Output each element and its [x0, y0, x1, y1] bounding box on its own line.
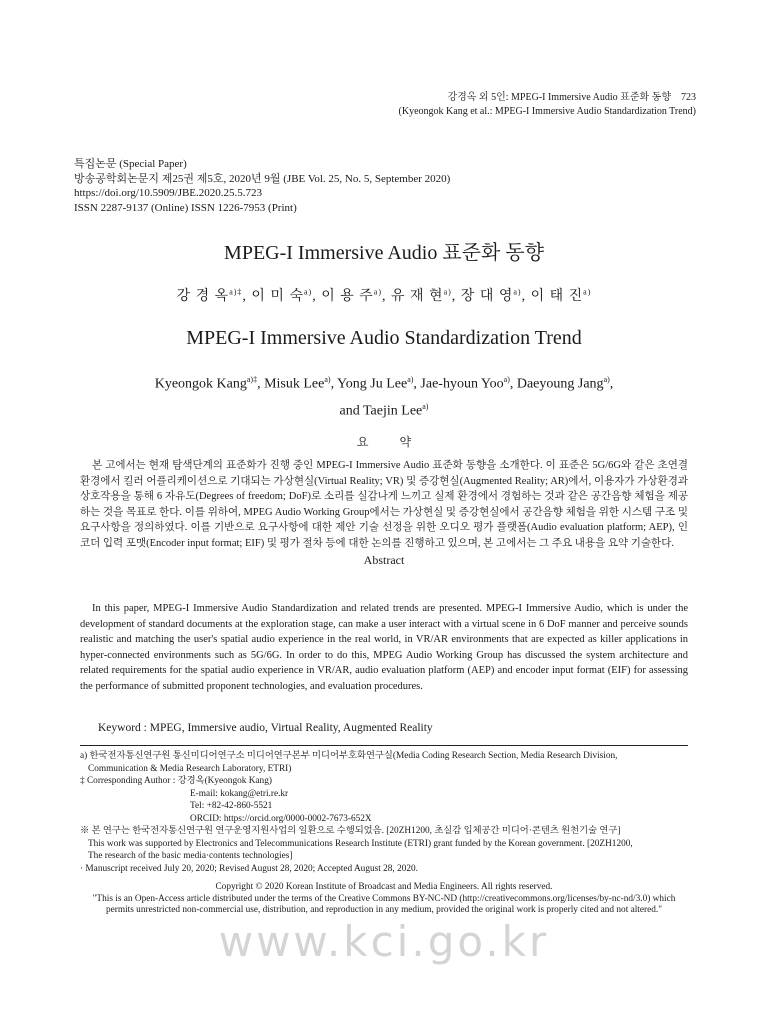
- footnotes: [80, 750, 690, 875]
- author-affil-mark: a): [303, 287, 313, 297]
- funding-english: The research of the basic media·contents technologies]: [88, 851, 293, 861]
- corresponding-orcid[interactable]: ORCID: https://orcid.org/0000-0002-7673-652X: [190, 813, 372, 824]
- author-name: Taejin Lee: [362, 403, 423, 419]
- author-affil-mark: a): [603, 375, 610, 384]
- abstract-korean-text: 본 고에서는 현재 탐색단계의 표준화가 진행 중인 MPEG-I Immersive Audio 표준화 동향을 소개한다. 이 표준은 5G/6G와 같은 초연결 환경에서 킬러 어플리케이션으로 기대되는 가상현실(Virtual Reality; VR) 및 증강현실(Augmented Reality; AR)에서, 이용자가 가상환경과 상호작용을 통해 6 자유도(Degrees of freedom; DoF)로 소리를 실감나게 느끼고 실제 환경에서 경험하는 것과 같은 공간음향 체험을 제공하는 것을 목표로 한다. 이를 위하여, MPEG Audio Working Group에서는 가상현실 및 증강현실에서 공간음향 체험을 위한 시스템 구조 및 요구사항을 정의하였다. 이를 기반으로 요구사항에 대한 제안 기술 선정을 위한 오디오 평가 플랫폼(Audio evaluation platform; AEP), 인코더 입력 포맷(Encoder input format; EIF) 및 평가 절차 등에 대한 논의를 진행하고 있으며, 본 고에서는 그 주요 내용을 요약 기술한다.: [80, 460, 688, 549]
- license-line: "This is an Open-Access article distributed under the terms of the Creative Commons BY-NC-ND (http://creativecommons.org/licenses/by-nc-nd/3.0) which: [92, 893, 676, 904]
- author-affil-mark: a)‡: [229, 287, 243, 297]
- manuscript-dates: · Manuscript received July 20, 2020; Revised August 28, 2020; Accepted August 28, 2020.: [80, 863, 419, 874]
- author-name: 장 대 영: [460, 289, 514, 304]
- corresponding-label: ‡ Corresponding Author :: [80, 776, 176, 786]
- corresponding-email[interactable]: E-mail: kokang@etri.re.kr: [190, 788, 289, 799]
- authors-korean: 강 경 옥$^{a)\ddagger}$, 이 미 숙$^{a)}$, 이 용 주$^{a)}$, 유 재 현$^{a)}$, 장 대 영$^{a)}$, 이 태 진$^{a)}$: [176, 287, 592, 304]
- funding-korean: ※ 본 연구는 한국전자통신연구원 연구운영지원사업의 일환으로 수행되었음. [20ZH1200, 초실감 입체공간 미디어·콘텐츠 원천기술 연구]: [80, 826, 621, 836]
- paper-category: 특집논문 (Special Paper): [74, 158, 187, 170]
- page-number: 723: [681, 92, 696, 103]
- author-name: 이 미 숙: [251, 289, 304, 304]
- copyright-notice: [80, 882, 688, 917]
- affiliation-line: a) 한국전자통신연구원 통신미디어연구소 미디어연구본부 미디어부호화연구실(Media Coding Research Section, Media Research Division,: [80, 751, 618, 761]
- author-name: Daeyoung Jang: [516, 376, 604, 392]
- author-affil-mark: a): [513, 287, 522, 297]
- doi-link[interactable]: https://doi.org/10.5909/JBE.2020.25.5.723: [74, 187, 263, 199]
- running-head-english: (Kyeongok Kang et al.: MPEG-I Immersive Audio Standardization Trend): [398, 106, 696, 117]
- abstract-korean-heading: 요 약: [356, 435, 426, 449]
- corresponding-name: 강경옥(Kyeongok Kang): [177, 776, 272, 786]
- abstract-english-text: In this paper, MPEG-I Immersive Audio Standardization and related trends are presented. MPEG-I Immersive Audio, which is under the development of standard documents at the exploration stage, can make a user interact with a virtual scene in 6 DoF manner and perceive sounds realistic and matching the user's spatial audio experience in the real world, in VR/AR environments that are expected as killer applications in hyper-connected environments such as 5G/6G. In order to do this, MPEG Audio Working Group has discussed the system architecture and related requirements for the spatial audio experience in VR/AR, audio evaluation platform (AEP) and encoder input format (EIF) for assessing the performance of submitted proponent technologies, and evaluation procedures.: [80, 603, 688, 692]
- author-name: 이 태 진: [530, 289, 584, 304]
- author-affil-mark: a): [422, 401, 429, 411]
- issn: ISSN 2287-9137 (Online) ISSN 1226-7953 (Print): [74, 201, 297, 214]
- footnote-divider: [80, 745, 688, 746]
- running-head-title: 강경옥 외 5인: MPEG-I Immersive Audio 표준화 동향: [447, 92, 671, 103]
- author-affil-mark: a): [443, 287, 452, 297]
- author-affil-mark: a): [583, 287, 592, 297]
- author-affil-mark: a): [407, 375, 414, 384]
- authors-english: Kyeongok Kang$^{a)\ddagger}$, Misuk Lee$^{a)}$, Yong Ju Lee$^{a)}$, Jae-hyoun Yoo$^{a)}$, Daeyoung Jang$^{a)}$, and Taejin Lee$^{a)}$: [154, 375, 614, 419]
- keywords: Keyword : MPEG, Immersive audio, Virtual Reality, Augmented Reality: [98, 722, 433, 734]
- copyright-line: Copyright © 2020 Korean Institute of Broadcast and Media Engineers. All rights reserved.: [215, 882, 553, 892]
- author-conjunction: and: [339, 403, 360, 419]
- author-affil-mark: a): [373, 287, 382, 297]
- title-english: MPEG-I Immersive Audio Standardization Trend: [186, 327, 582, 349]
- funding-english: This work was supported by Electronics and Telecommunications Research Institute (ETRI) grant funded by the Korean government. [20ZH1200,: [88, 838, 633, 849]
- author-name: Jae-hyoun Yoo: [420, 376, 504, 392]
- title-korean: MPEG-I Immersive Audio 표준화 동향: [224, 242, 544, 264]
- author-name: Kyeongok Kang: [154, 376, 247, 392]
- author-affil-mark: a): [324, 375, 331, 384]
- author-name: Misuk Lee: [264, 376, 325, 392]
- author-name: 이 용 주: [321, 289, 374, 304]
- corresponding-tel: Tel: +82-42-860-5521: [190, 801, 273, 811]
- author-affil-mark: a)‡: [246, 375, 258, 384]
- affiliation-line: Communication & Media Research Laboratory, ETRI): [88, 763, 292, 774]
- running-head: [399, 91, 696, 119]
- author-affil-mark: a): [503, 375, 510, 384]
- author-name: 유 재 현: [391, 289, 444, 304]
- watermark: www.kci.go.kr: [218, 917, 550, 966]
- abstract-heading: Abstract: [363, 553, 405, 567]
- journal-info: 방송공학회논문지 제25권 제5호, 2020년 9월 (JBE Vol. 25, No. 5, September 2020): [74, 172, 451, 185]
- author-name: Yong Ju Lee: [337, 376, 408, 392]
- license-line: permits unrestricted non-commercial use, distribution, and reproduction in any medium, provided the original work is properly cited and not altered.": [105, 905, 663, 915]
- author-name: 강 경 옥: [176, 289, 230, 304]
- paper-meta: [74, 157, 450, 215]
